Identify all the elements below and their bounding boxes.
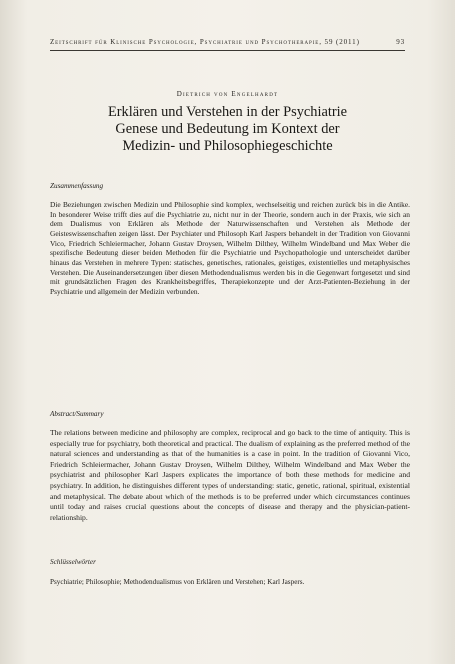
- journal-name: Zeitschrift für Klinische Psychologie, Psychiatrie und Psychotherapie, 59 (2011): [50, 38, 360, 46]
- abstract-en-text: The relations between medicine and philosophy are complex, reciprocal and go back to the time of antiquity. This is especially true for psychiatry, both theoretical and practical. The dualism of explaining as the preferred method of the natural sciences and understanding as that of the humanities is a case in point. In the tradition of Giovanni Vico, Friedrich Schleiermacher, Johann Gustav Droysen, Wilhelm Dilthey, Wilhelm Windelband and Max Weber the psychiatrist and philosopher Karl Jaspers explicates the importance of both these methods for medicine and psychiatry. In addition, he distinguishes different types of understanding: static, genetic, rational, spiritual, existential and metaphysical. The debate about which of the methods is to be preferred under which circumstances continues until today and raises crucial questions about the concepts of disease and therapy and the physician-patient-relationship.: [50, 428, 410, 522]
- abstract-de-heading: Zusammenfassung: [50, 182, 104, 190]
- keywords-text: Psychiatrie; Philosophie; Methodendualismus von Erklären und Verstehen; Karl Jaspers.: [50, 578, 305, 586]
- title-line-1: Erklären und Verstehen in der Psychiatrie: [107, 104, 348, 120]
- keywords-heading: Schlüsselwörter: [50, 558, 96, 566]
- abstract-de-text: Die Beziehungen zwischen Medizin und Philosophie sind komplex, wechselseitig und reichen zurück bis in die Antike. In besonderer Weise trifft dies auf die Psychiatrie zu, nicht nur in der Theorie, sondern auch in der Praxis, wie sich an dem Dualismus von Erklären als Methode der Naturwissenschaften und Verstehen als Methode der Geisteswissenschaften zeigen lässt. Der Psychiater und Philosoph Karl Jaspers behandelt in der Tradition von Giovanni Vico, Friedrich Schleiermacher, Johann Gustav Droysen, Wilhelm Dilthey, Wilhelm Windelband und Max Weber die spezifische Bedeutung dieser beiden Methoden für die Psychiatrie und Psychopathologie und unterscheidet darüber hinaus das Verstehen in mehrere Typen: statisches, genetisches, rationales, geistiges, existentielles und metaphysisches Verstehen. Die Auseinandersetzungen über diesen Methodendualismus werden bis in die Gegenwart fortgesetzt und sind mit grundsätzlichen Fragen des Krankheitsbegriffes, Therapiekonzepte und der Arzt-Patienten-Beziehung in der Psychiatrie und allgemein der Medizin verbunden.: [50, 200, 410, 296]
- author-name: Dietrich von Engelhardt: [176, 90, 279, 98]
- running-head: [50, 38, 405, 46]
- header-rule: [50, 50, 405, 51]
- title-line-3: Medizin- und Philosophiegeschichte: [122, 138, 333, 155]
- abstract-en-heading: Abstract/Summary: [50, 410, 104, 418]
- article-title: [40, 104, 415, 156]
- page-number: 93: [396, 38, 405, 46]
- title-line-2: Genese und Bedeutung im Kontext der: [115, 121, 340, 138]
